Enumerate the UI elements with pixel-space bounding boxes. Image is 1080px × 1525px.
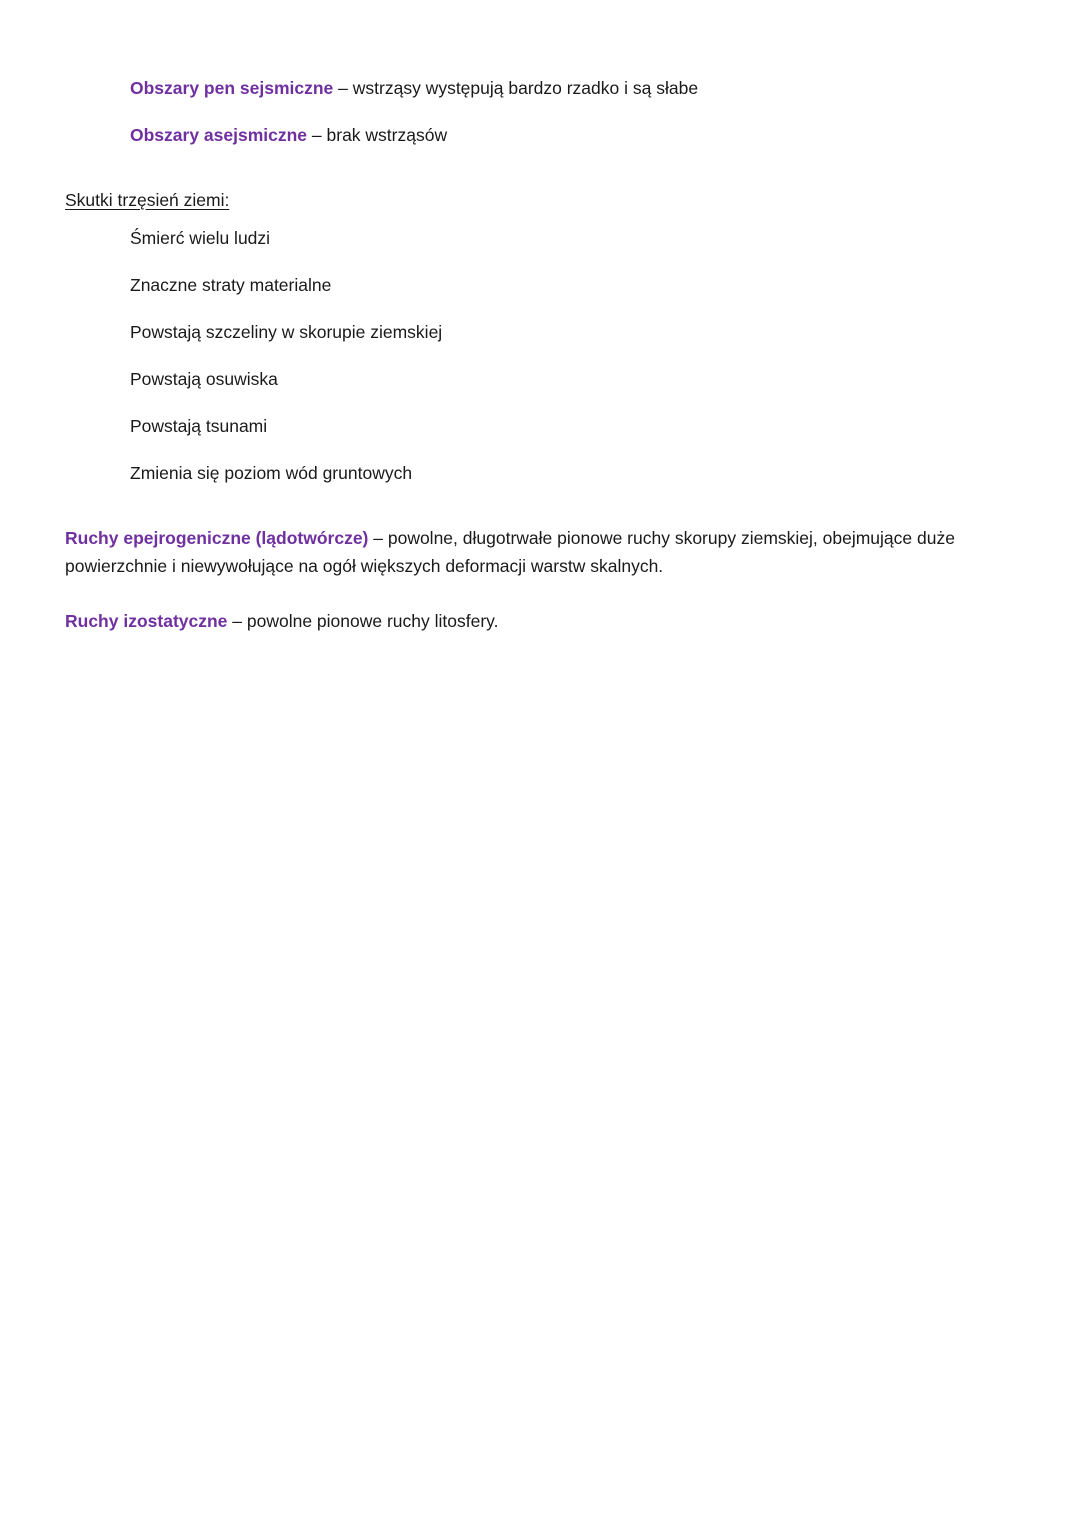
zone-term: Obszary pen sejsmiczne bbox=[130, 78, 334, 98]
zone-definition: – wstrząsy występują bardzo rzadko i są słabe bbox=[333, 78, 699, 98]
effect-item: Powstają szczeliny w skorupie ziemskiej bbox=[130, 322, 443, 342]
definition-epeirogenic bbox=[65, 524, 1005, 580]
effect-item: Śmierć wielu ludzi bbox=[130, 228, 271, 248]
zone-aseismic bbox=[130, 121, 447, 149]
zone-definition: – brak wstrząsów bbox=[307, 125, 448, 145]
effect-item: Zmienia się poziom wód gruntowych bbox=[130, 463, 413, 483]
zone-term: Obszary asejsmiczne bbox=[130, 125, 308, 145]
definition-text: – powolne, długotrwałe pionowe ruchy skorupy ziemskiej, obejmujące duże powierzchnie i niewywołujące na ogół większych deformacji warstw skalnych. bbox=[65, 528, 955, 576]
effect-item: Powstają osuwiska bbox=[130, 369, 278, 389]
effect-item: Powstają tsunami bbox=[130, 416, 268, 436]
definition-text: – powolne pionowe ruchy litosfery. bbox=[227, 611, 499, 631]
zone-pen-seismic bbox=[130, 74, 698, 102]
effect-item: Znaczne straty materialne bbox=[130, 275, 332, 295]
definition-isostatic bbox=[65, 607, 1005, 635]
definition-term: Ruchy epejrogeniczne (lądotwórcze) bbox=[65, 528, 369, 548]
definition-term: Ruchy izostatyczne bbox=[65, 611, 228, 631]
effects-heading: Skutki trzęsień ziemi: bbox=[65, 190, 230, 210]
